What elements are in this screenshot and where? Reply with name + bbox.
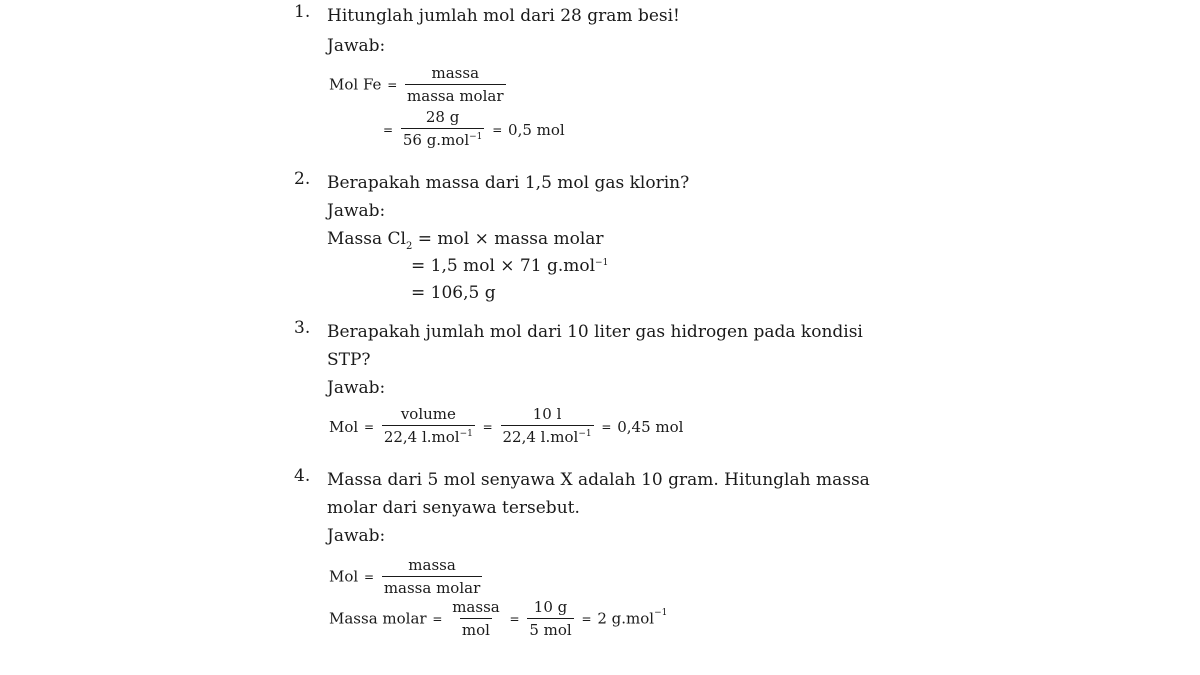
q1-lhs: Mol Fe bbox=[329, 75, 382, 94]
question-number: 3. bbox=[294, 318, 311, 338]
denominator: massa molar bbox=[405, 84, 505, 105]
numerator: volume bbox=[400, 405, 456, 423]
question-text: Berapakah jumlah mol dari 10 liter gas hidrogen pada kondisi STP? bbox=[327, 322, 863, 370]
numerator: massa bbox=[431, 64, 480, 82]
q2-formula-line1 bbox=[327, 229, 604, 252]
answer-label: Jawab: bbox=[327, 201, 386, 221]
denominator: mol bbox=[460, 618, 492, 639]
equals-sign: = bbox=[482, 420, 493, 434]
question-text: Berapakah massa dari 1,5 mol gas klorin? bbox=[327, 173, 690, 193]
denominator bbox=[401, 128, 485, 152]
question-3 bbox=[294, 318, 874, 374]
q2-line1: = mol × massa molar bbox=[417, 229, 604, 249]
equals-sign: = bbox=[601, 420, 612, 434]
fraction bbox=[382, 556, 482, 597]
question-4 bbox=[294, 466, 874, 522]
equals-sign: = bbox=[432, 611, 443, 626]
equals-sign: = bbox=[387, 77, 398, 92]
denominator: 5 mol bbox=[527, 618, 573, 639]
question-text: Hitunglah jumlah mol dari 28 gram besi! bbox=[327, 6, 680, 26]
question-number: 1. bbox=[294, 2, 311, 22]
equals-sign: = bbox=[363, 420, 375, 434]
numerator: massa bbox=[408, 556, 456, 574]
q2-lhs: Massa Cl bbox=[327, 229, 406, 249]
answer-label: Jawab: bbox=[327, 526, 386, 546]
q1-formula-line1 bbox=[329, 64, 508, 105]
q3-lhs: Mol bbox=[329, 418, 359, 436]
denominator: massa molar bbox=[382, 576, 482, 597]
fraction bbox=[527, 598, 573, 639]
q1-formula-line2 bbox=[382, 108, 565, 152]
denominator bbox=[501, 425, 594, 449]
numerator: 10 g bbox=[533, 598, 568, 616]
q2-formula-line2 bbox=[411, 256, 608, 276]
numerator: 28 g bbox=[425, 108, 460, 126]
q4-formula-line1 bbox=[329, 556, 484, 597]
denominator-text: 22,4 l.mol bbox=[502, 428, 579, 446]
question-number: 2. bbox=[294, 169, 311, 189]
denominator-text: 56 g.mol bbox=[402, 131, 470, 149]
exponent: −1 bbox=[654, 607, 668, 618]
numerator: massa bbox=[452, 598, 500, 616]
exponent: −1 bbox=[469, 132, 483, 142]
q3-result: 0,45 mol bbox=[617, 418, 684, 436]
q4-lhs: Mol bbox=[329, 567, 359, 586]
fraction bbox=[382, 405, 475, 449]
exponent: −1 bbox=[595, 258, 609, 268]
question-2 bbox=[294, 169, 874, 197]
numerator: 10 l bbox=[532, 405, 562, 423]
fraction bbox=[501, 405, 594, 449]
denominator-text: 22,4 l.mol bbox=[383, 428, 460, 446]
subscript: 2 bbox=[405, 241, 413, 252]
q4-result: 2 g.mol bbox=[597, 609, 655, 628]
fraction bbox=[450, 598, 502, 639]
equals-sign: = bbox=[492, 123, 503, 137]
answer-label: Jawab: bbox=[327, 378, 386, 398]
q4-lhs: Massa molar bbox=[329, 609, 427, 628]
exponent: −1 bbox=[459, 429, 473, 439]
q2-line2: = 1,5 mol × 71 g.mol bbox=[411, 256, 596, 276]
q4-formula-line2 bbox=[329, 598, 667, 639]
q2-formula-line3: = 106,5 g bbox=[411, 283, 496, 303]
answer-label: Jawab: bbox=[327, 36, 386, 56]
q3-formula bbox=[329, 405, 683, 449]
equals-sign: = bbox=[363, 569, 375, 584]
equals-sign: = bbox=[509, 611, 520, 626]
question-number: 4. bbox=[294, 466, 311, 486]
fraction bbox=[405, 64, 505, 105]
denominator bbox=[382, 425, 475, 449]
question-1 bbox=[294, 2, 874, 30]
q1-result: 0,5 mol bbox=[508, 121, 565, 139]
equals-sign: = bbox=[383, 123, 394, 137]
equals-sign: = bbox=[581, 611, 592, 626]
question-text: Massa dari 5 mol senyawa X adalah 10 gram. Hitunglah massa molar dari senyawa tersebut. bbox=[327, 470, 870, 518]
fraction bbox=[401, 108, 485, 152]
exponent: −1 bbox=[578, 429, 592, 439]
